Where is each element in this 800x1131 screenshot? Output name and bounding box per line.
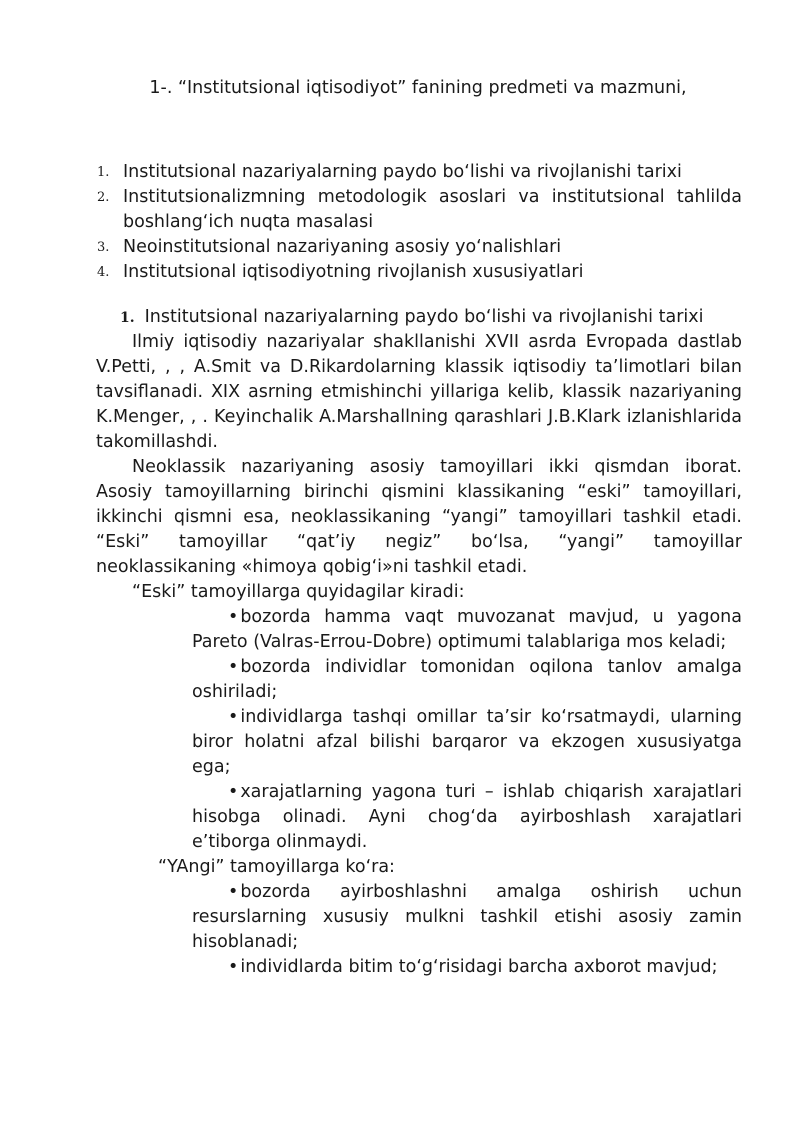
list-item: • xarajatlarning yagona turi – ishlab chiqarish xarajatlari hisobga olinadi. Ayni chog‘da ayirboshlash xarajatlari e’tiborga olinmaydi. (192, 782, 742, 852)
list-item: • individlarga tashqi omillar ta’sir ko‘rsatmaydi, ularning biror holatni afzal bilishi barqaror va ekzogen xususiyatga ega; (192, 707, 742, 777)
toc-item (97, 235, 742, 260)
section-heading (120, 305, 703, 331)
toc-text: Institutsionalizmning metodologik asoslari va institutsional tahlilda boshlang‘ich nuqta masalasi (123, 187, 742, 232)
toc-number: 2. (97, 190, 110, 205)
bullet-icon: • (228, 957, 239, 977)
paragraph: Ilmiy iqtisodiy nazariyalar shakllanishi XVII asrda Evropada dastlab V.Petti, , , A.Smit va D.Rikardolarning klassik iqtisodiy ta’limotlari bilan tavsiflanadi. XIX asrning etmishinchi yillariga kelib, klassik nazariyaning K.Menger, , . Keyinchalik A.Marshallning qarashlari J.B.Klark izlanishlarida takomillashdi. (96, 332, 742, 452)
section-heading-text: Institutsional nazariyalarning paydo bo‘lishi va rivojlanishi tarixi (144, 307, 704, 327)
old-principles-list (192, 605, 742, 855)
list-item: • bozorda ayirboshlashni amalga oshirish uchun resurslarning xususiy mulkni tashkil etishi asosiy zamin hisoblanadi; (192, 882, 742, 952)
toc-item (97, 160, 742, 185)
new-principles-label: “YAngi” tamoyillarga ko‘ra: (158, 857, 395, 877)
toc-item (97, 185, 742, 235)
toc-text: Institutsional nazariyalarning paydo bo‘lishi va rivojlanishi tarixi (123, 162, 682, 182)
list-item: • bozorda individlar tomonidan oqilona tanlov amalga oshiriladi; (192, 657, 742, 702)
bullet-icon: • (228, 882, 239, 902)
toc-item (97, 260, 742, 285)
list-item: • bozorda hamma vaqt muvozanat mavjud, u yagona Pareto (Valras-Errou-Dobre) optimumi talablariga mos keladi; (192, 607, 742, 652)
bullet-icon: • (228, 707, 239, 727)
old-principles-label: “Eski” tamoyillarga quyidagilar kiradi: (132, 582, 465, 602)
section-number: 1. (120, 310, 135, 326)
bullet-icon: • (228, 782, 239, 802)
toc-text: Neoinstitutsional nazariyaning asosiy yo‘nalishlari (123, 237, 562, 257)
paragraph: Neoklassik nazariyaning asosiy tamoyillari ikki qismdan iborat. Asosiy tamoyillarning birinchi qismini klassikaning “eski” tamoyillari, ikkinchi qismni esa, neoklassikaning “yangi” tamoyillari tashkil etadi. “Eski” tamoyillar “qat’iy negiz” bo‘lsa, “yangi” tamoyillar neoklassikaning «himoya qobig‘i»ni tashkil etadi. (96, 457, 742, 577)
table-of-contents (97, 160, 742, 285)
bullet-icon: • (228, 657, 239, 677)
bullet-icon: • (228, 607, 239, 627)
toc-number: 3. (97, 240, 110, 255)
new-principles-list (192, 880, 742, 980)
body-text (96, 330, 742, 980)
toc-number: 1. (97, 165, 110, 180)
toc-number: 4. (97, 265, 110, 280)
list-item: • individlarda bitim to‘g‘risidagi barcha axborot mavjud; (228, 957, 718, 977)
toc-text: Institutsional iqtisodiyotning rivojlanish xususiyatlari (123, 262, 584, 282)
page-title: 1-. “Institutsional iqtisodiyot” fanining predmeti va mazmuni, (149, 78, 687, 98)
